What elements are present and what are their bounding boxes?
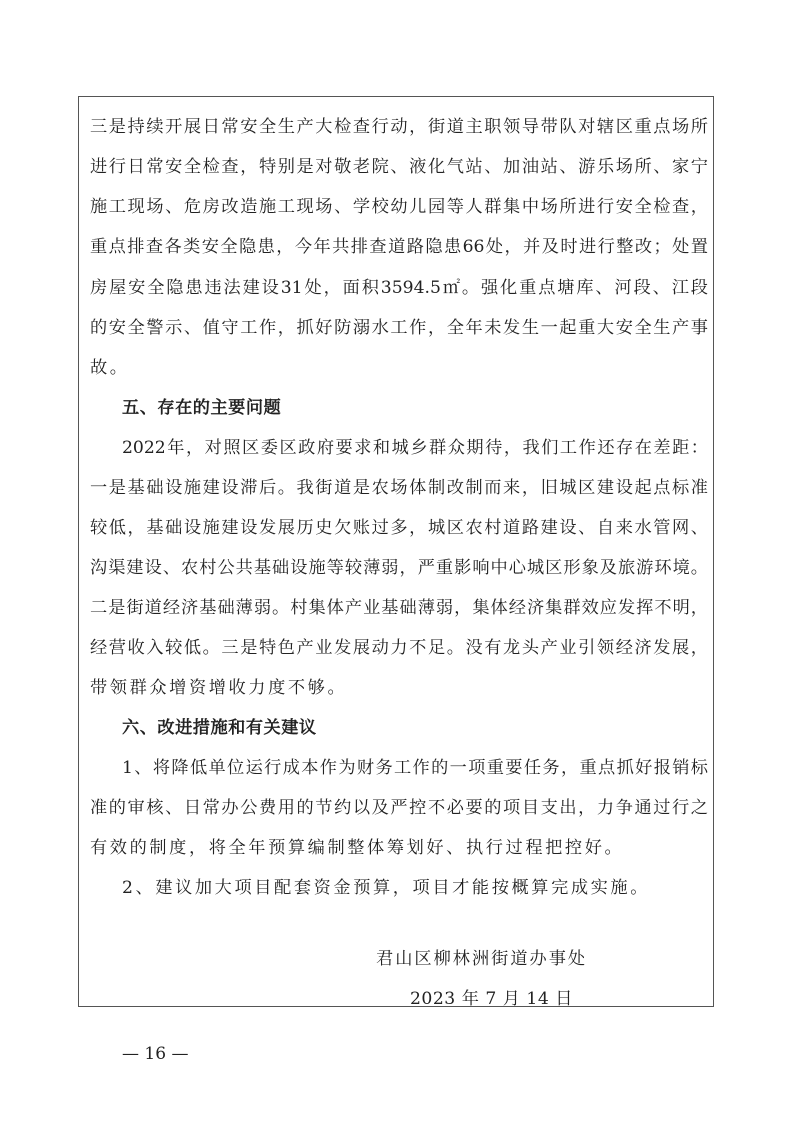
paragraph-line: 经营收入较低。三是特色产业发展动力不足。没有龙头产业引领经济发展， <box>90 638 708 658</box>
page-number: — 16 — <box>122 1044 189 1064</box>
paragraph-line: 2、建议加大项目配套资金预算，项目才能按概算完成实施。 <box>122 878 651 898</box>
paragraph-line: 的安全警示、值守工作，抓好防溺水工作，全年未发生一起重大安全生产事 <box>90 318 708 338</box>
paragraph-line: 房屋安全隐患违法建设31处，面积3594.5㎡。强化重点塘库、河段、江段 <box>90 278 708 298</box>
section-heading-suggestions: 六、改进措施和有关建议 <box>122 718 317 738</box>
section-heading-problems: 五、存在的主要问题 <box>122 398 282 418</box>
paragraph-line: 2022年，对照区委区政府要求和城乡群众期待，我们工作还存在差距： <box>122 438 708 458</box>
paragraph-line: 较低，基础设施建设发展历史欠账过多，城区农村道路建设、自来水管网、 <box>90 518 708 538</box>
signature-organization: 君山区柳林洲街道办事处 <box>376 949 588 969</box>
document-frame <box>78 96 714 1007</box>
paragraph-line: 1、将降低单位运行成本作为财务工作的一项重要任务，重点抓好报销标 <box>122 758 708 778</box>
signature-date: 2023 年 7 月 14 日 <box>410 989 573 1009</box>
paragraph-line: 一是基础设施建设滞后。我街道是农场体制改制而来，旧城区建设起点标准 <box>90 478 708 498</box>
paragraph-line: 二是街道经济基础薄弱。村集体产业基础薄弱，集体经济集群效应发挥不明， <box>90 598 708 618</box>
paragraph-line: 有效的制度，将全年预算编制整体筹划好、执行过程把控好。 <box>90 838 625 858</box>
paragraph-line: 重点排查各类安全隐患，今年共排查道路隐患66处，并及时进行整改；处置 <box>90 237 708 257</box>
paragraph-line: 施工现场、危房改造施工现场、学校幼儿园等人群集中场所进行安全检查， <box>90 197 708 217</box>
paragraph-line: 带领群众增资增收力度不够。 <box>90 678 348 698</box>
paragraph-line: 三是持续开展日常安全生产大检查行动，街道主职领导带队对辖区重点场所 <box>90 117 708 137</box>
paragraph-line: 故。 <box>90 358 130 378</box>
paragraph-line: 准的审核、日常办公费用的节约以及严控不必要的项目支出，力争通过行之 <box>90 798 708 818</box>
paragraph-line: 进行日常安全检查，特别是对敬老院、液化气站、加油站、游乐场所、家宁 <box>90 157 708 177</box>
paragraph-line: 沟渠建设、农村公共基础设施等较薄弱，严重影响中心城区形象及旅游环境。 <box>90 558 708 578</box>
